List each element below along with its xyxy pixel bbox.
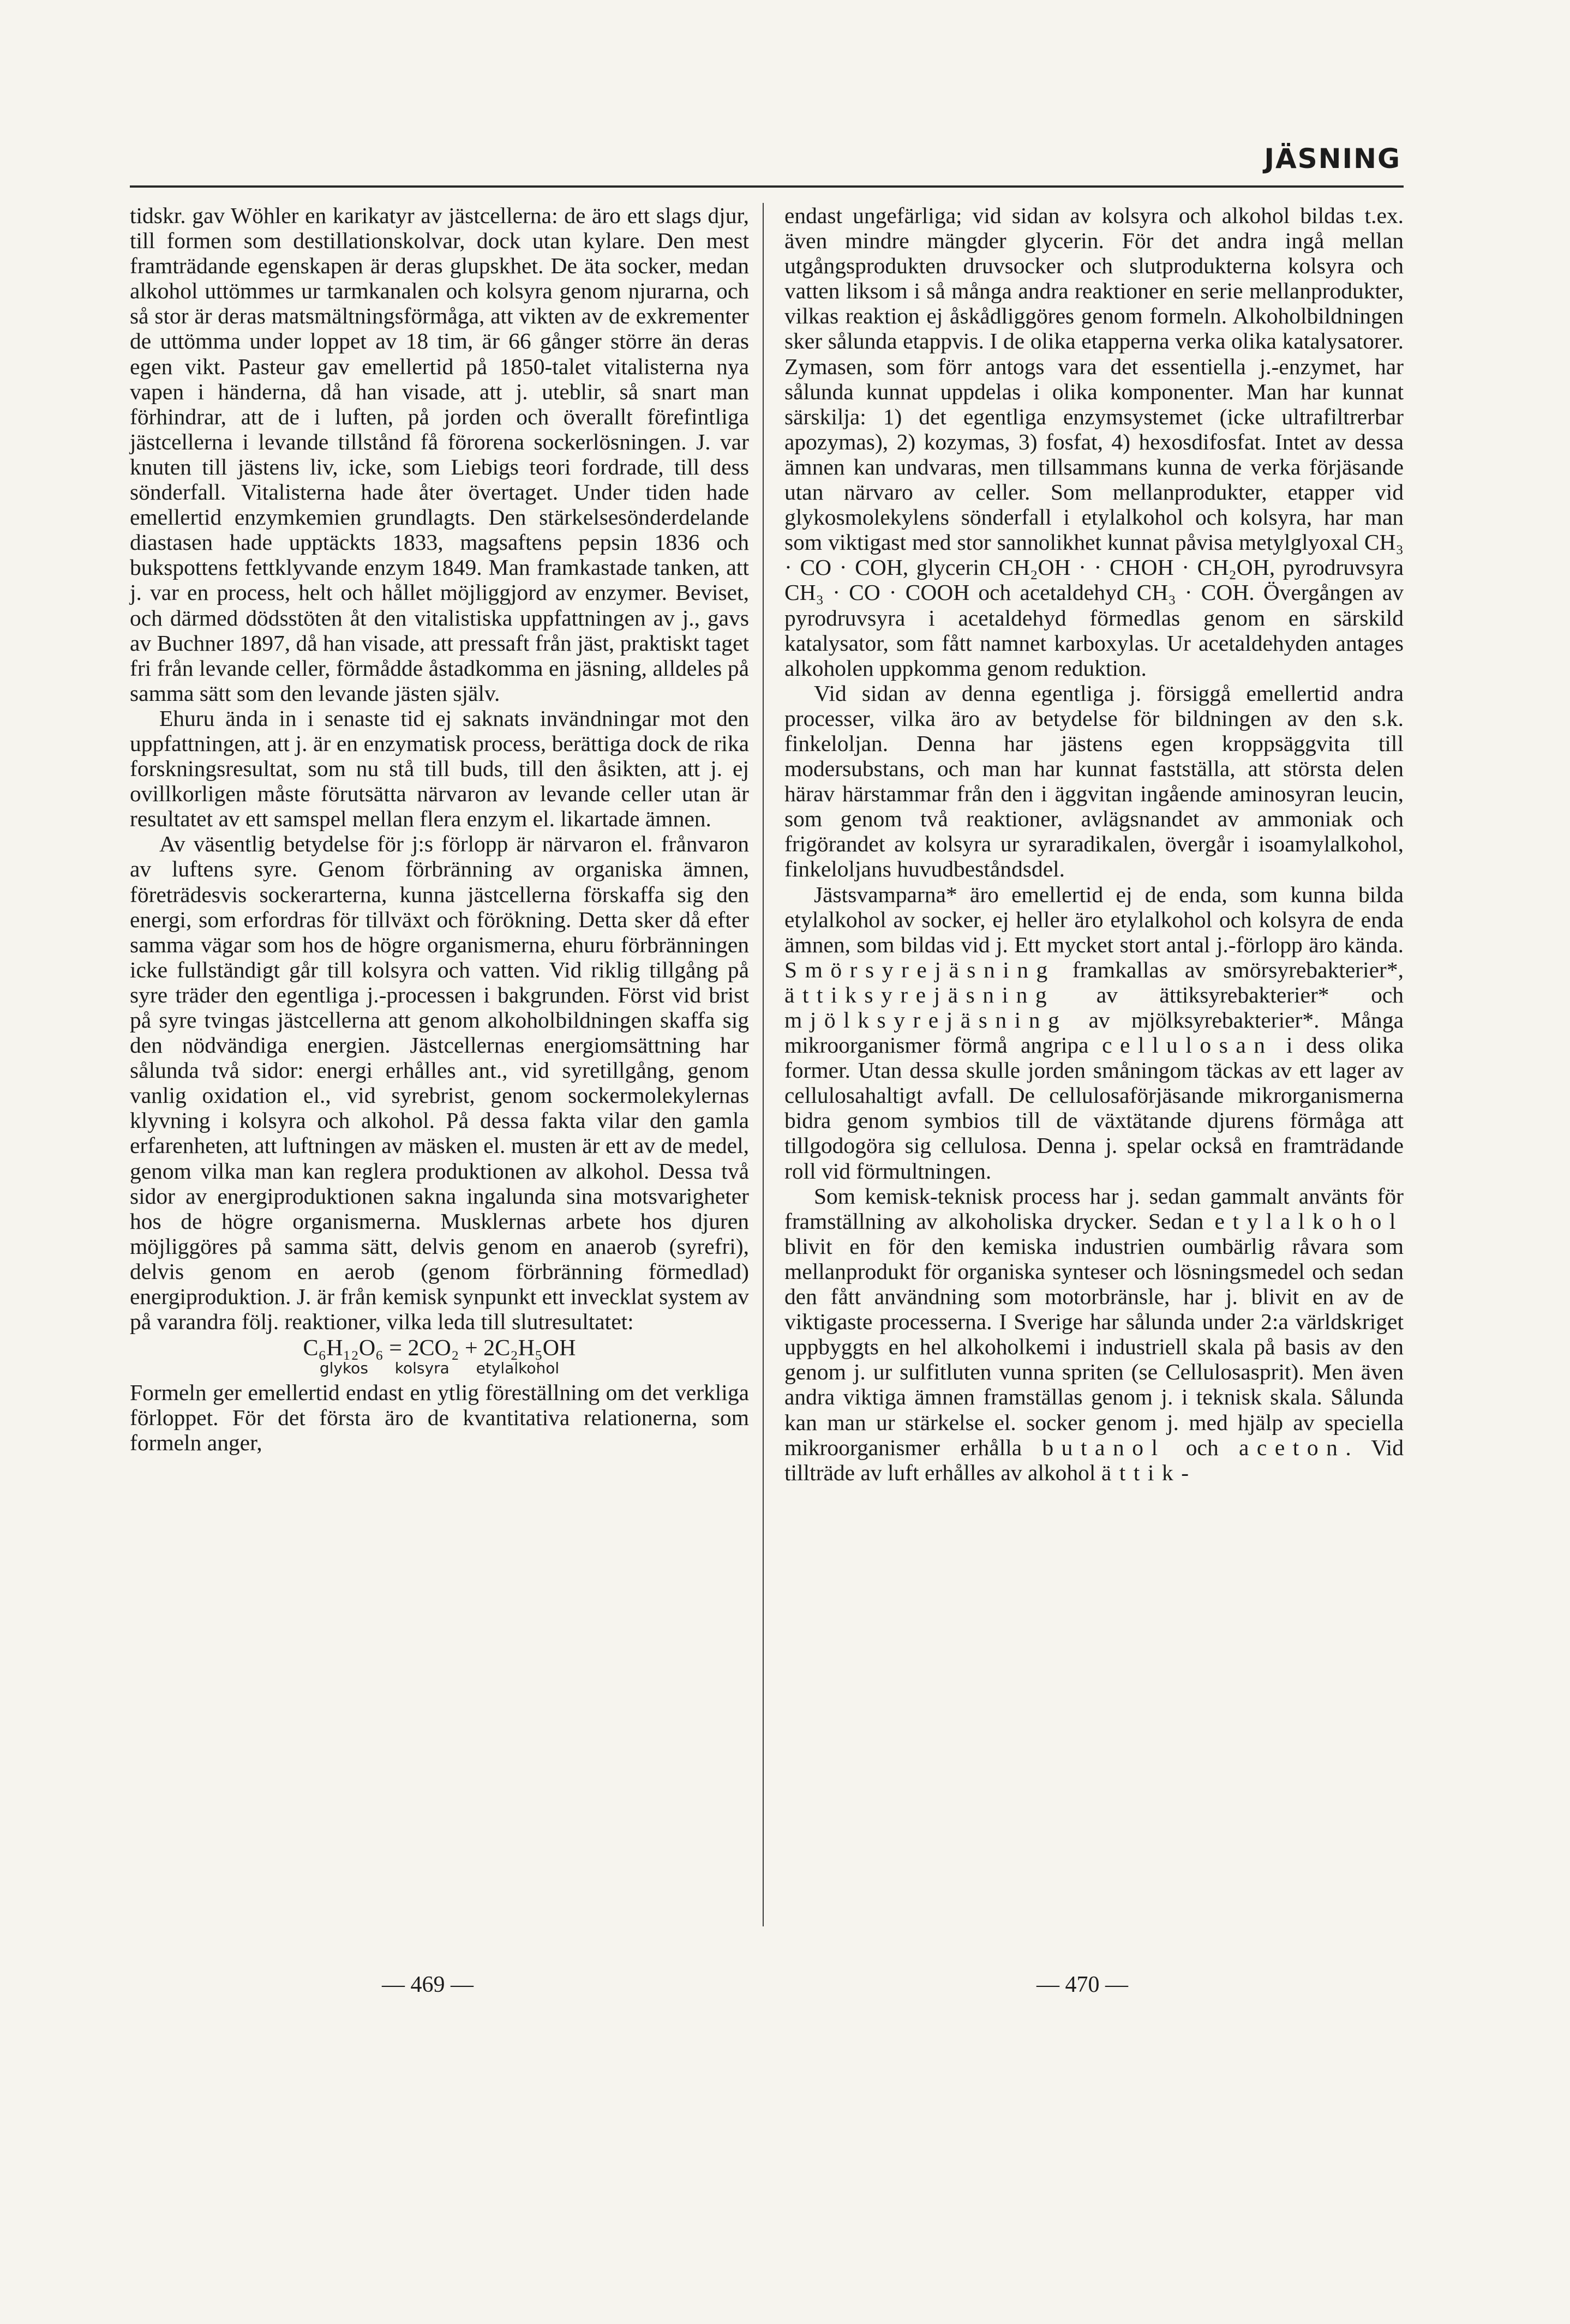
spaced-term: cellulosan <box>1102 1032 1273 1058</box>
spaced-term: ättiksyrejäsning <box>784 982 1055 1007</box>
text-run: av ättiksyrebakterier* och <box>1054 982 1404 1007</box>
paragraph: Formeln ger emellertid endast en ytlig föreställning om det verkliga förloppet. För det första äro de kvantitativa relationerna, som formeln anger, <box>130 1380 749 1456</box>
right-column <box>784 203 1404 1485</box>
reaction-formula: C₆H₁₂O₆ = 2CO₂ + 2C₂H₅OH <box>303 1336 576 1361</box>
formula-labels: glykos kolsyra etylalkohol <box>319 1359 560 1378</box>
text-run: blivit en för den kemiska industrien oumbärlig råvara som mellanprodukt för organiska synteser och lösningsmedel och sedan den fått användning som motorbränsle, har j. blivit en av de viktigaste processerna. I Sverige har sålunda under 2:a världskriget uppbyggts en hel alkoholkemi i industriell skala på basis av den genom j. ur sulfitluten vunna spriten (se Cellulosasprit). Men även andra viktiga ämnen framställas genom j. i teknisk skala. Sålunda kan man ur stärkelse el. socker genom j. med hjälp av speciella mikroorganismer erhålla <box>784 1233 1404 1460</box>
text-run: . Vid tillträde av luft erhålles av alkohol <box>784 1434 1404 1485</box>
paragraph: Vid sidan av denna egentliga j. försiggå emellertid andra processer, vilka äro av betydelse för bildningen av den s.k. finkeloljan. Denna har jästens egen kroppsäggvita till modersubstans, och man har kunnat fastställa, att största delen härav härstammar från den i äggvitan ingående aminosyran leucin, som genom två reaktioner, avlägsnandet av ammoniak och frigörandet av kolsyra ur syraradikalen, övergår i isoamylalkohol, finkeloljans huvudbeståndsdel. <box>784 680 1404 882</box>
spaced-term: aceton <box>1238 1434 1346 1460</box>
left-column <box>130 203 749 1456</box>
text-run: Jästsvamparna* äro emellertid ej de enda, som kunna bilda etylalkohol av socker, ej heller äro etylalkohol och kolsyra de enda ämnen, som bildas vid j. Ett mycket stort antal j.-förlopp äro kända. <box>784 881 1404 957</box>
running-header: JÄSNING <box>1264 143 1401 175</box>
page-number-right: — 470 — <box>1036 1972 1128 1997</box>
text-run: i dess olika former. Utan dessa skulle jorden småningom täckas av ett lager av cellulosahaltigt avfall. De cellulosaförjäsande mikrorganismerna bidra genom symbios till de växtätande djurens förmåga att tillgodogöra sig cellulosa. Denna j. spelar också en framträdande roll vid förmultningen. <box>784 1032 1404 1184</box>
paragraph: tidskr. gav Wöhler en karikatyr av jästcellerna: de äro ett slags djur, till formen som destillationskolvar, dock utan kylare. Den mest framträdande egenskapen är deras glupskhet. De äta socker, medan alkohol uttömmes ur tarmkanalen och kolsyra genom njurarna, och så stor är deras matsmältningsförmåga, att vikten av de exkrementer de uttömma under loppet av 18 tim, är 66 gånger större än deras egen vikt. Pasteur gav emellertid på 1850-talet vitalisterna nya vapen i händerna, då han visade, att j. uteblir, så snart man förhindrar, att de i luften, på jorden och överallt förefintliga jästcellerna i levande tillstånd få förorena sockerlösningen. J. var knuten till jästens liv, icke, som Liebigs teori fordrade, till dess sönderfall. Vitalisterna hade åter övertaget. Under tiden hade emellertid enzymkemien grundlagts. Den stärkelsesönderdelande diastasen hade upptäckts 1833, magsaftens pepsin 1836 och bukspottens fettklyvande enzym 1849. Man framkastade tanken, att j. var en process, helt och hållet möjliggjord av enzymer. Beviset, och därmed dödsstöten åt den vitalistiska uppfattningen av j., gavs av Buchner 1897, då han visade, att pressaft från jäst, praktiskt taget fri från levande celler, förmådde åstadkomma en jäsning, alldeles på samma sätt som den levande jästen själv. <box>130 203 749 706</box>
header-rule <box>130 185 1404 188</box>
text-run: av mjölksyrebakterier*. Många mikroorganismer förmå angripa <box>784 1007 1404 1058</box>
paragraph: endast ungefärliga; vid sidan av kolsyra och alkohol bildas t.ex. även mindre mängder glycerin. För det andra ingå mellan utgångsprodukten druvsocker och slutprodukterna kolsyra och vatten liksom i så många andra reaktioner en serie mellanprodukter, vilkas reaktion ej åskådliggöres genom formeln. Alkoholbildningen sker sålunda etappvis. I de olika etapperna verka olika katalysatorer. Zymasen, som förr antogs vara det essentiella j.-enzymet, har sålunda kunnat uppdelas i olika komponenter. Man har kunnat särskilja: 1) det egentliga enzymsystemet (icke ultrafiltrerbar apozymas), 2) kozymas, 3) fosfat, 4) hexosdifosfat. Intet av dessa ämnen kan undvaras, men tillsammans kunna de verka förjäsande utan närvaro av celler. Som mellanprodukter, etapper vid glykosmolekylens sönderfall i etylalkohol och kolsyra, har man som viktigast med stor sannolikhet kunnat påvisa metylglyoxal CH₃ · CO · COH, glycerin CH₂OH · · CHOH · CH₂OH, pyrodruvsyra CH₃ · CO · COOH och acetaldehyd CH₃ · COH. Övergången av pyrodruvsyra i acetaldehyd förmedlas genom en särskild katalysator, som fått namnet karboxylas. Ur acetaldehyden antages alkoholen uppkomma genom reduktion. <box>784 203 1404 681</box>
paragraph <box>784 882 1404 1184</box>
paragraph <box>784 1184 1404 1485</box>
text-run: Som kemisk-teknisk process har j. sedan gammalt använts för framställning av alkoholiska drycker. Sedan <box>784 1183 1404 1234</box>
spaced-term: mjölksyrejäsning <box>784 1007 1068 1032</box>
spaced-term: Smörsyrejäsning <box>784 957 1056 982</box>
spaced-term: ättik- <box>1101 1460 1197 1485</box>
paragraph: Av väsentlig betydelse för j:s förlopp är närvaron el. frånvaron av luftens syre. Genom förbränning av organiska ämnen, företrädesvis sockerarterna, kunna jästcellerna förskaffa sig den energi, som erfordras för tillväxt och förökning. Detta sker då efter samma vägar som hos de högre organismerna, ehuru förbränningen icke fullständigt går till kolsyra och vatten. Vid riklig tillgång på syre träder den egentliga j.-processen i bakgrunden. Först vid brist på syre tvingas jästcellerna att genom alkoholbildningen skaffa sig den nödvändiga energien. Jästcellernas energiomsättning har sålunda två sidor: energi erhålles ant., vid syretillgång, genom vanlig oxidation el., vid syrebrist, genom sockermolekylernas klyvning i kolsyra och alkohol. På dessa fakta vilar den gamla erfarenheten, att luftningen av mäsken el. musten är ett av de medel, genom vilka man kan reglera produktionen av alkohol. Dessa två sidor av energiproduktionen sakna ingalunda sina motsvarigheter hos de högre organismerna. Musklernas arbete hos djuren möjliggöres på samma sätt, delvis genom en anaerob (syrefri), delvis genom en aerob (genom förbränning förmedlad) energiproduktion. J. är från kemisk synpunkt ett invecklat system av på varandra följ. reaktioner, vilka leda till slutresultatet: <box>130 831 749 1335</box>
spaced-term: butanol <box>1042 1434 1166 1460</box>
spaced-term: etylalkohol <box>1214 1208 1404 1234</box>
column-divider <box>763 203 764 1926</box>
text-run: framkallas av smörsyrebakterier*, <box>1055 957 1404 982</box>
paragraph: Ehuru ända in i senaste tid ej saknats invändningar mot den uppfattningen, att j. är en enzymatisk process, berättiga dock de rika forskningsresultat, som nu stå till buds, till den åsikten, att j. ej ovillkorligen måste förutsätta närvaron av levande celler utan är resultatet av ett samspel mellan flera enzym el. likartade ämnen. <box>130 705 749 832</box>
page-number-left: — 469 — <box>382 1972 474 1997</box>
text-run: och <box>1165 1434 1239 1460</box>
